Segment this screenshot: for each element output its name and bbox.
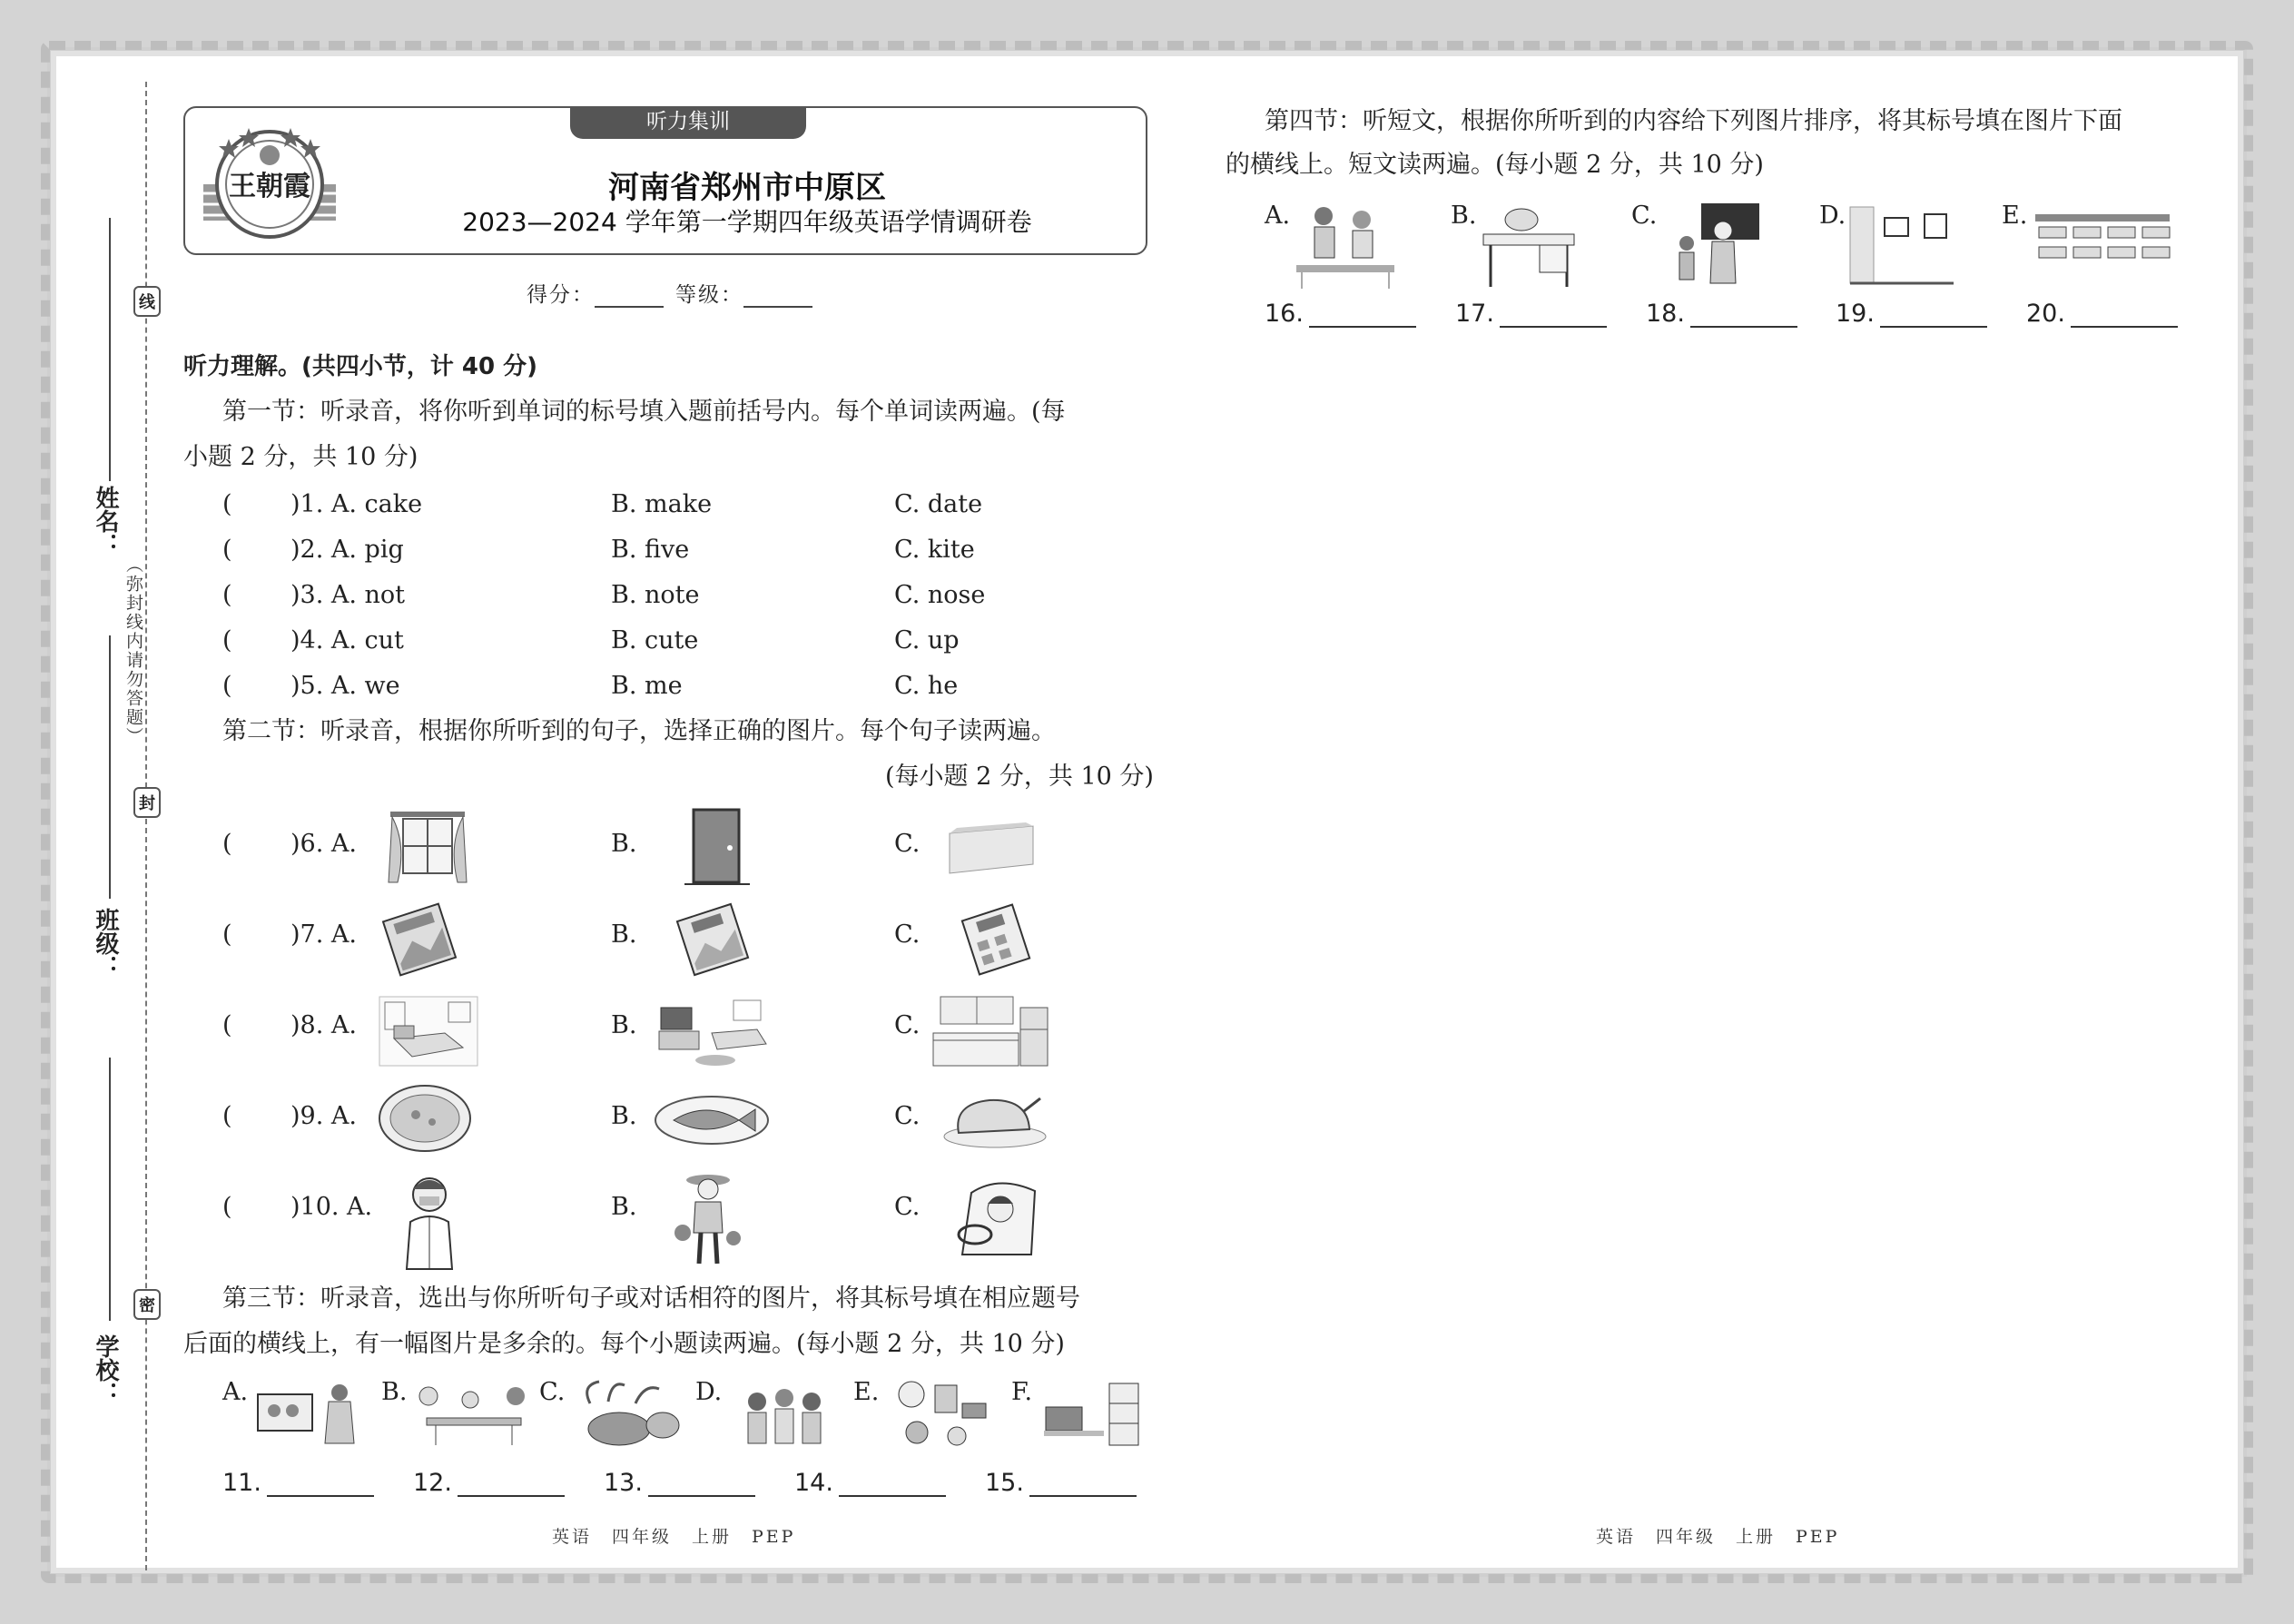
toys-picture bbox=[886, 1376, 991, 1452]
answer-paren[interactable]: ( bbox=[222, 1011, 232, 1039]
answer-blank-11[interactable]: 11. bbox=[222, 1469, 374, 1497]
textbook-picture bbox=[670, 902, 755, 977]
class-label: 班级： bbox=[92, 908, 119, 979]
question-number: )5. A. we bbox=[290, 672, 400, 700]
friends-picture bbox=[739, 1380, 830, 1449]
exam-header bbox=[183, 106, 1147, 255]
option-c: C. bbox=[894, 920, 921, 949]
question-number: )9. A. bbox=[290, 1102, 357, 1130]
school-label: 学校： bbox=[92, 1334, 119, 1405]
answer-blank-15[interactable]: 15. bbox=[985, 1469, 1137, 1497]
exam-title: 2023—2024 学年第一学期四年级英语学情调研卷 bbox=[462, 207, 1032, 237]
answer-paren[interactable]: ( bbox=[222, 920, 232, 949]
blackboard-picture bbox=[1670, 200, 1761, 290]
picture-label: F. bbox=[1011, 1378, 1033, 1406]
answer-paren[interactable]: ( bbox=[222, 626, 232, 655]
classroom-desks-picture bbox=[2032, 209, 2173, 269]
answer-blank-13[interactable]: 13. bbox=[604, 1469, 755, 1497]
option-c: C. bbox=[894, 830, 921, 858]
children-playground-picture bbox=[1293, 200, 1398, 290]
question-number: )1. A. cake bbox=[290, 490, 423, 518]
option-b: B. bbox=[611, 1102, 637, 1130]
section-heading: 听力理解。(共四小节，计 40 分) bbox=[183, 353, 538, 380]
study-room-picture bbox=[1042, 1380, 1142, 1449]
brand-logo bbox=[202, 121, 338, 242]
option-c: C. nose bbox=[894, 581, 986, 609]
answer-blank-12[interactable]: 12. bbox=[413, 1469, 565, 1497]
option-c: C. date bbox=[894, 490, 983, 518]
option-c: C. bbox=[894, 1011, 921, 1039]
answer-blank-19[interactable]: 19. bbox=[1836, 300, 1987, 328]
picture-label: A. bbox=[222, 1378, 249, 1406]
answer-paren[interactable]: ( bbox=[222, 536, 232, 564]
page-footer-left: 英语 四年级 上册 PEP bbox=[552, 1527, 796, 1547]
fish-picture bbox=[652, 1093, 773, 1147]
part2-instruction-line2: (每小题 2 分，共 10 分) bbox=[885, 763, 1154, 791]
part3-instruction-line2: 后面的横线上，有一幅图片是多余的。每个小题读两遍。(每小题 2 分，共 10 分) bbox=[183, 1330, 1065, 1358]
question-number: )10. A. bbox=[290, 1193, 373, 1221]
option-b: B. make bbox=[611, 490, 713, 518]
driver-picture bbox=[944, 1175, 1046, 1262]
binding-mark-secret: 密 bbox=[133, 1289, 161, 1320]
class-field-line bbox=[109, 635, 111, 899]
option-c: C. he bbox=[894, 672, 959, 700]
page-footer-right: 英语 四年级 上册 PEP bbox=[1596, 1527, 1840, 1547]
exam-title-region: 河南省郑州市中原区 bbox=[608, 170, 886, 206]
picture-label: C. bbox=[1631, 202, 1658, 230]
answer-paren[interactable]: ( bbox=[222, 672, 232, 700]
storybook-picture bbox=[376, 902, 463, 977]
wall-pictures-picture bbox=[1848, 205, 1955, 289]
picture-label: A. bbox=[1265, 202, 1291, 230]
option-b: B. me bbox=[611, 672, 683, 700]
answer-paren[interactable]: ( bbox=[222, 490, 232, 518]
option-b: B. bbox=[611, 830, 637, 858]
option-b: B. five bbox=[611, 536, 690, 564]
living-room-picture bbox=[657, 993, 775, 1069]
score-label: 得分： bbox=[527, 283, 595, 307]
question-number: )8. A. bbox=[290, 1011, 357, 1039]
doctor-picture bbox=[398, 1171, 461, 1271]
answer-paren[interactable]: ( bbox=[222, 1193, 232, 1221]
picture-label: D. bbox=[695, 1378, 723, 1406]
option-b: B. bbox=[611, 1011, 637, 1039]
option-c: C. bbox=[894, 1102, 921, 1130]
part2-instruction-line1: 第二节：听录音，根据你所听到的句子，选择正确的图片。每个句子读两遍。 bbox=[222, 717, 1056, 745]
floor-picture bbox=[944, 821, 1039, 881]
binding-mark-line: 线 bbox=[133, 286, 161, 317]
answer-paren[interactable]: ( bbox=[222, 581, 232, 609]
part3-instruction-line1: 第三节：听录音，选出与你所听句子或对话相符的图片，将其标号填在相应题号 bbox=[222, 1284, 1080, 1313]
kitchen-picture bbox=[930, 993, 1051, 1069]
family-table-picture bbox=[409, 1380, 534, 1449]
answer-paren[interactable]: ( bbox=[222, 1102, 232, 1130]
desk-picture bbox=[1480, 202, 1580, 289]
name-label: 姓名： bbox=[92, 486, 119, 556]
option-c: C. up bbox=[894, 626, 960, 655]
question-number: )7. A. bbox=[290, 920, 357, 949]
picture-label: D. bbox=[1819, 202, 1846, 230]
chicken-picture bbox=[940, 1088, 1049, 1151]
header-tab: 听力集训 bbox=[570, 106, 806, 139]
question-number: )2. A. pig bbox=[290, 536, 404, 564]
picture-label: B. bbox=[1451, 202, 1477, 230]
answer-paren[interactable]: ( bbox=[222, 830, 232, 858]
question-number: )3. A. not bbox=[290, 581, 406, 609]
question-number: )6. A. bbox=[290, 830, 357, 858]
part1-instruction-line2: 小题 2 分，共 10 分) bbox=[183, 443, 418, 471]
window-picture bbox=[385, 808, 470, 886]
option-b: B. note bbox=[611, 581, 700, 609]
door-picture bbox=[681, 806, 753, 888]
answer-blank-17[interactable]: 17. bbox=[1455, 300, 1607, 328]
picture-label: E. bbox=[853, 1378, 880, 1406]
vegetables-picture bbox=[572, 1376, 684, 1449]
answer-blank-20[interactable]: 20. bbox=[2026, 300, 2178, 328]
option-b: B. bbox=[611, 1193, 637, 1221]
answer-blank-14[interactable]: 14. bbox=[794, 1469, 946, 1497]
school-field-line bbox=[109, 1058, 111, 1321]
option-b: B. cute bbox=[611, 626, 699, 655]
binding-mark-seal: 封 bbox=[133, 787, 161, 818]
grade-label: 等级： bbox=[675, 283, 743, 307]
soup-picture bbox=[376, 1082, 474, 1158]
option-b: B. bbox=[611, 920, 637, 949]
picture-label: B. bbox=[381, 1378, 408, 1406]
notebook-picture bbox=[955, 902, 1037, 977]
option-c: C. kite bbox=[894, 536, 975, 564]
picture-label: C. bbox=[539, 1378, 566, 1406]
picture-label: E. bbox=[2002, 202, 2028, 230]
part4-instruction-line1: 第四节：听短文，根据你所听到的内容给下列图片排序，将其标号填在图片下面 bbox=[1265, 107, 2122, 135]
grade-field[interactable] bbox=[675, 278, 812, 308]
answer-blank-18[interactable]: 18. bbox=[1646, 300, 1797, 328]
answer-blank-16[interactable]: 16. bbox=[1265, 300, 1416, 328]
part4-instruction-line2: 的横线上。短文读两遍。(每小题 2 分，共 10 分) bbox=[1226, 151, 1764, 179]
name-field-line bbox=[109, 218, 111, 481]
question-number: )4. A. cut bbox=[290, 626, 404, 655]
binding-note: （弥封线内请勿答题） bbox=[123, 556, 143, 746]
score-field[interactable] bbox=[527, 278, 664, 308]
logo-text: 王朝霞 bbox=[229, 171, 310, 202]
bedroom-picture bbox=[376, 993, 481, 1069]
classroom-tv-picture bbox=[252, 1380, 367, 1449]
part1-instruction-line1: 第一节：听录音，将你听到单词的标号填入题前括号内。每个单词读两遍。(每 bbox=[222, 398, 1066, 426]
option-c: C. bbox=[894, 1193, 921, 1221]
farmer-picture bbox=[672, 1169, 744, 1271]
